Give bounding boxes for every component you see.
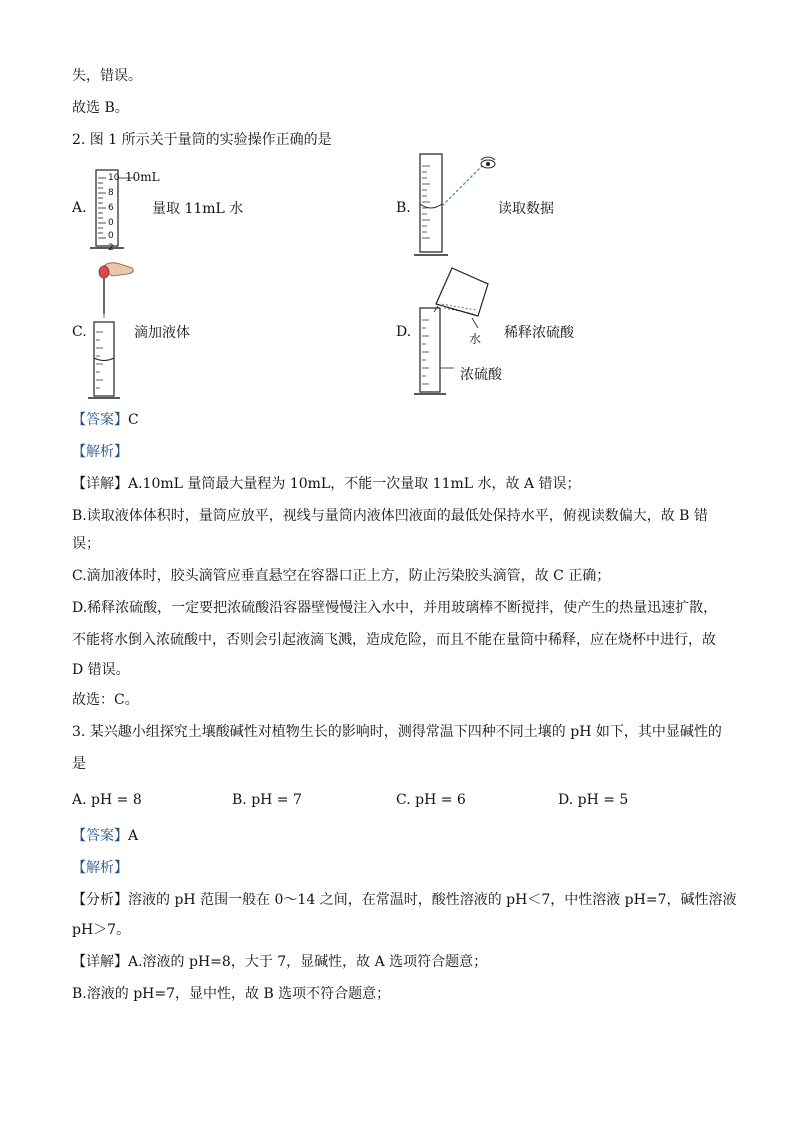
analysis-line: pH＞7。	[72, 922, 131, 938]
scale-10ml-label: 10mL	[125, 170, 160, 184]
option-c: C. pH = 6	[396, 792, 466, 808]
conclusion-line: 故选：C。	[72, 692, 139, 708]
option-a-label: A.	[72, 200, 87, 216]
option-a-text: 量取 11mL 水	[152, 201, 244, 217]
detail-line: D 错误。	[72, 662, 130, 678]
scale-tick: 0	[108, 218, 114, 228]
answer-value: C	[128, 412, 139, 428]
text-line: 失，错误。	[72, 68, 142, 84]
detail-line: B.读取液体体积时，量筒应放平，视线与量筒内液体凹液面的最低处保持水平，俯视读数偏大，故 B 错	[72, 508, 708, 524]
detail-tag: 【详解】	[72, 954, 128, 970]
detail-line: C.滴加液体时，胶头滴管应垂直悬空在容器口正上方，防止污染胶头滴管，故 C 正确；	[72, 568, 611, 584]
option-a: A. pH = 8	[72, 792, 142, 808]
analysis-sub-tag: 【分析】	[72, 892, 128, 908]
read-volume-figure	[412, 152, 502, 260]
detail-line: 不能将水倒入浓硫酸中，否则会引起液滴飞溅，造成危险，而且不能在量筒中稀释，应在烧杯中进行，故	[72, 632, 716, 648]
option-b: B. pH = 7	[232, 792, 302, 808]
water-label: 水	[469, 332, 482, 346]
answer-line	[72, 410, 139, 430]
detail-line: D.稀释浓硫酸，一定要把浓硫酸沿容器壁慢慢注入水中，并用玻璃棒不断搅拌，使产生的热量迅速扩散，	[72, 600, 718, 616]
detail-line	[72, 474, 581, 494]
conc-acid-label: 浓硫酸	[460, 367, 502, 383]
scale-tick: 8	[108, 188, 114, 198]
detail-text: A.溶液的 pH=8，大于 7，显碱性，故 A 选项符合题意；	[128, 954, 488, 970]
option-d-label: D.	[396, 324, 412, 340]
answer-line	[72, 826, 138, 846]
question-3-stem-cont: 是	[72, 756, 86, 772]
detail-line	[72, 952, 487, 972]
text-line: 故选 B。	[72, 100, 129, 116]
detail-tag: 【详解】	[72, 476, 128, 492]
option-b-label: B.	[396, 200, 411, 216]
answer-tag: 【答案】	[72, 412, 128, 428]
scale-tick: 2	[108, 243, 114, 253]
question-2-stem: 2. 图 1 所示关于量筒的实验操作正确的是	[72, 132, 332, 148]
detail-line: 误；	[72, 536, 100, 552]
option-b-text: 读取数据	[498, 201, 554, 217]
question-3-stem: 3. 某兴趣小组探究土壤酸碱性对植物生长的影响时，测得常温下四种不同土壤的 pH 如下，其中显碱性的	[72, 724, 722, 740]
detail-text: A.10mL 量筒最大量程为 10mL，不能一次量取 11mL 水，故 A 错误；	[128, 476, 581, 492]
scale-tick: 10	[108, 173, 120, 183]
analysis-text: 溶液的 pH 范围一般在 0～14 之间，在常温时，酸性溶液的 pH＜7，中性溶液 pH=7，碱性溶液	[128, 892, 737, 908]
answer-tag: 【答案】	[72, 828, 128, 844]
detail-line: B.溶液的 pH=7，显中性，故 B 选项不符合题意；	[72, 986, 391, 1002]
option-d: D. pH = 5	[558, 792, 629, 808]
option-d-text: 稀释浓硫酸	[504, 325, 574, 341]
analysis-line	[72, 890, 736, 910]
scale-tick: 0	[108, 231, 114, 241]
analysis-tag: 【解析】	[72, 860, 128, 876]
option-c-label: C.	[72, 324, 87, 340]
scale-tick: 6	[108, 203, 114, 213]
analysis-tag: 【解析】	[72, 444, 128, 460]
answer-value: A	[128, 828, 139, 844]
option-c-text: 滴加液体	[134, 325, 190, 341]
